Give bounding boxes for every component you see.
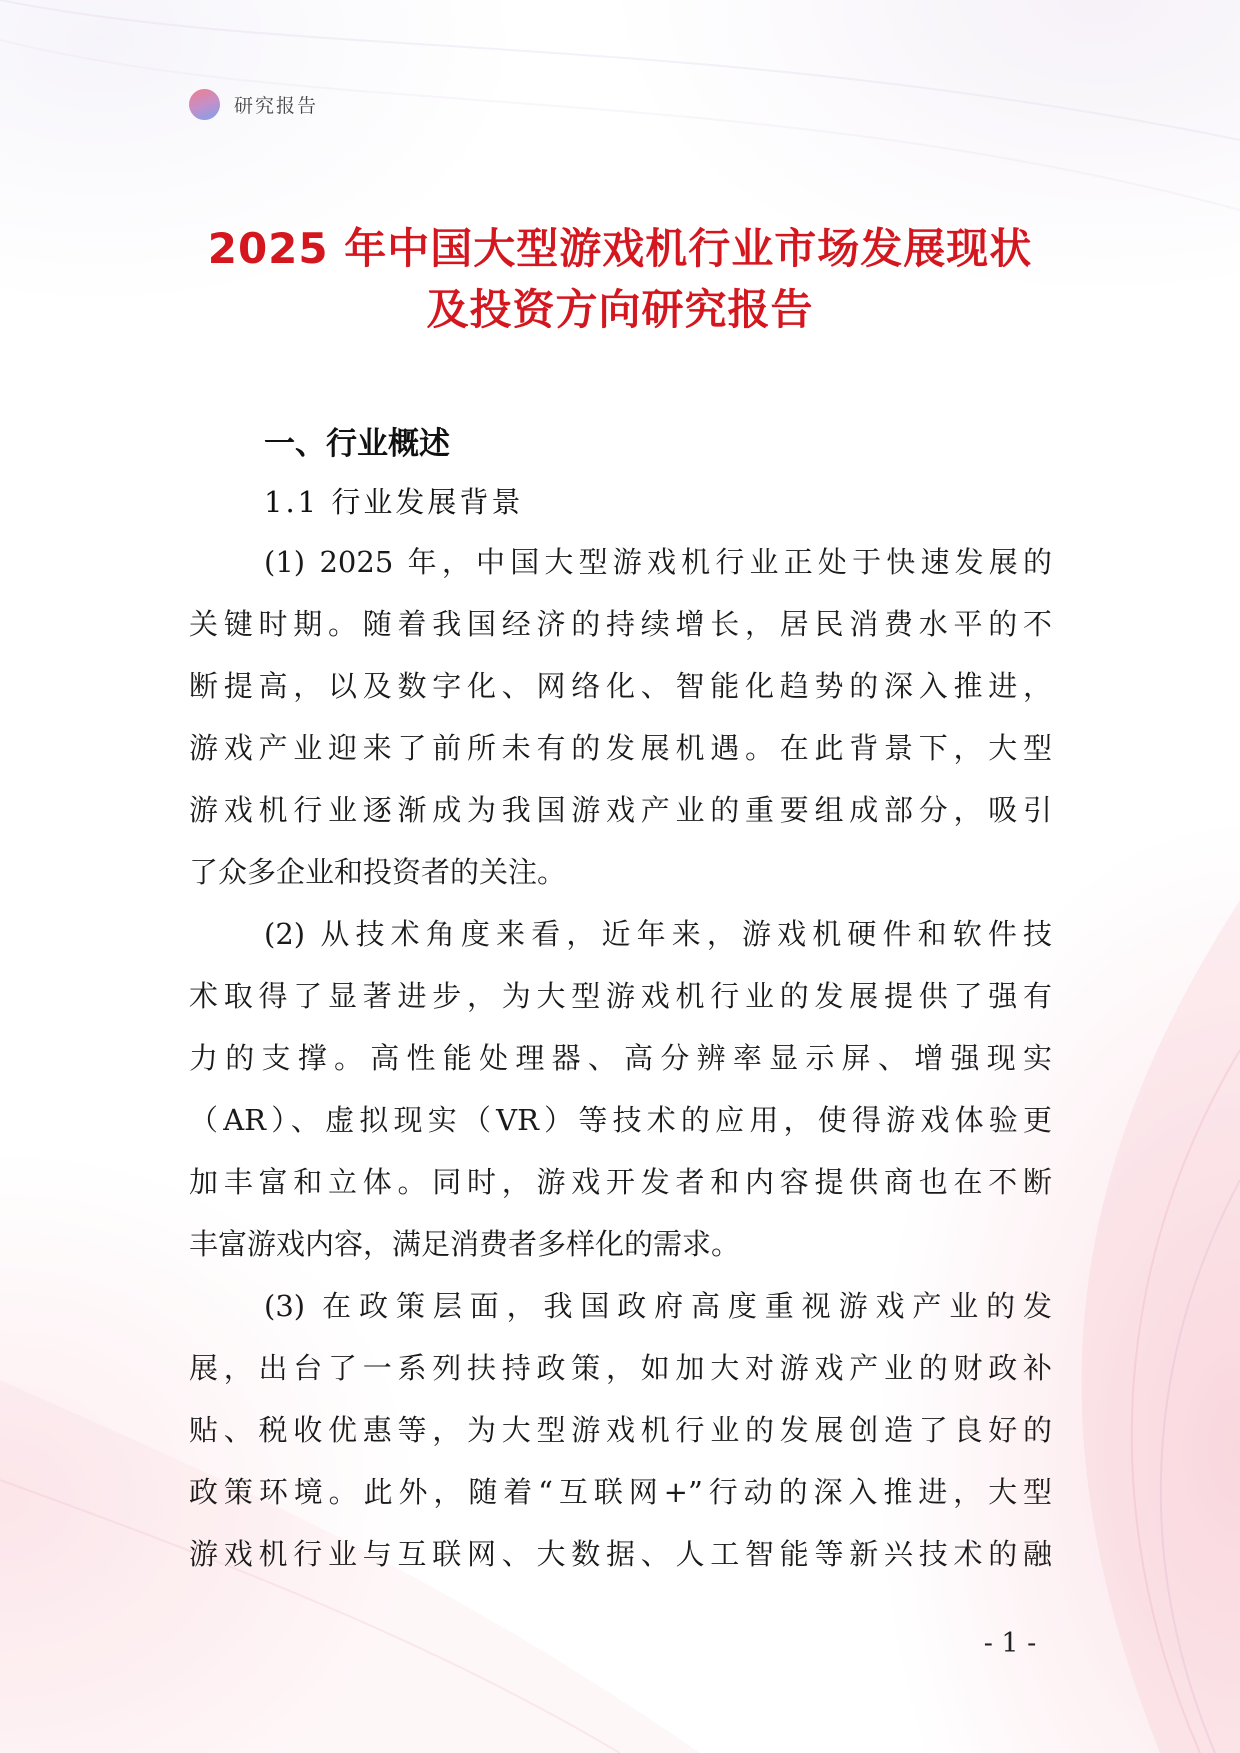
paragraph-2-line-4: （AR）、虚拟现实（VR）等技术的应用，使得游戏体验更 [189, 1103, 1052, 1137]
paragraph-3-line-1: (3) 在政策层面，我国政府高度重视游戏产业的发 [264, 1289, 1052, 1323]
page-number: - 1 - [983, 1628, 1037, 1659]
subsection-heading: 1.1 行业发展背景 [264, 485, 524, 519]
paragraph-3-line-3: 贴、税收优惠等，为大型游戏机行业的发展创造了良好的 [189, 1413, 1052, 1447]
report-logo-icon [189, 89, 220, 120]
paragraph-3-line-4: 政策环境。此外，随着“互联网+”行动的深入推进，大型 [189, 1475, 1052, 1509]
paragraph-1-line-3: 断提高，以及数字化、网络化、智能化趋势的深入推进， [189, 669, 1052, 703]
paragraph-1-line-5: 游戏机行业逐渐成为我国游戏产业的重要组成部分，吸引 [189, 793, 1052, 827]
paragraph-2-line-6: 丰富游戏内容，满足消费者多样化的需求。 [189, 1227, 741, 1261]
paragraph-3-line-2: 展，出台了一系列扶持政策，如加大对游戏产业的财政补 [189, 1351, 1052, 1385]
paragraph-1-line-2: 关键时期。随着我国经济的持续增长，居民消费水平的不 [189, 607, 1052, 641]
paragraph-1-line-1: (1) 2025 年，中国大型游戏机行业正处于快速发展的 [264, 545, 1052, 579]
paragraph-2-line-1: (2) 从技术角度来看，近年来，游戏机硬件和软件技 [264, 917, 1052, 951]
paragraph-3-line-5: 游戏机行业与互联网、大数据、人工智能等新兴技术的融 [189, 1537, 1052, 1571]
header-label: 研究报告 [234, 94, 319, 117]
paragraph-2-line-3: 力的支撑。高性能处理器、高分辨率显示屏、增强现实 [189, 1041, 1052, 1075]
document-title-line-2: 及投资方向研究报告 [426, 285, 814, 334]
document-title [150, 218, 1090, 340]
section-heading: 一、行业概述 [264, 426, 450, 462]
paragraph-1-line-6: 了众多企业和投资者的关注。 [189, 855, 567, 889]
document-title-line-1: 2025 年中国大型游戏机行业市场发展现状 [207, 224, 1033, 273]
paragraph-2-line-5: 加丰富和立体。同时，游戏开发者和内容提供商也在不断 [189, 1165, 1052, 1199]
paragraph-1-line-4: 游戏产业迎来了前所未有的发展机遇。在此背景下，大型 [189, 731, 1052, 765]
page-header [189, 88, 318, 120]
paragraph-2-line-2: 术取得了显著进步，为大型游戏机行业的发展提供了强有 [189, 979, 1052, 1013]
